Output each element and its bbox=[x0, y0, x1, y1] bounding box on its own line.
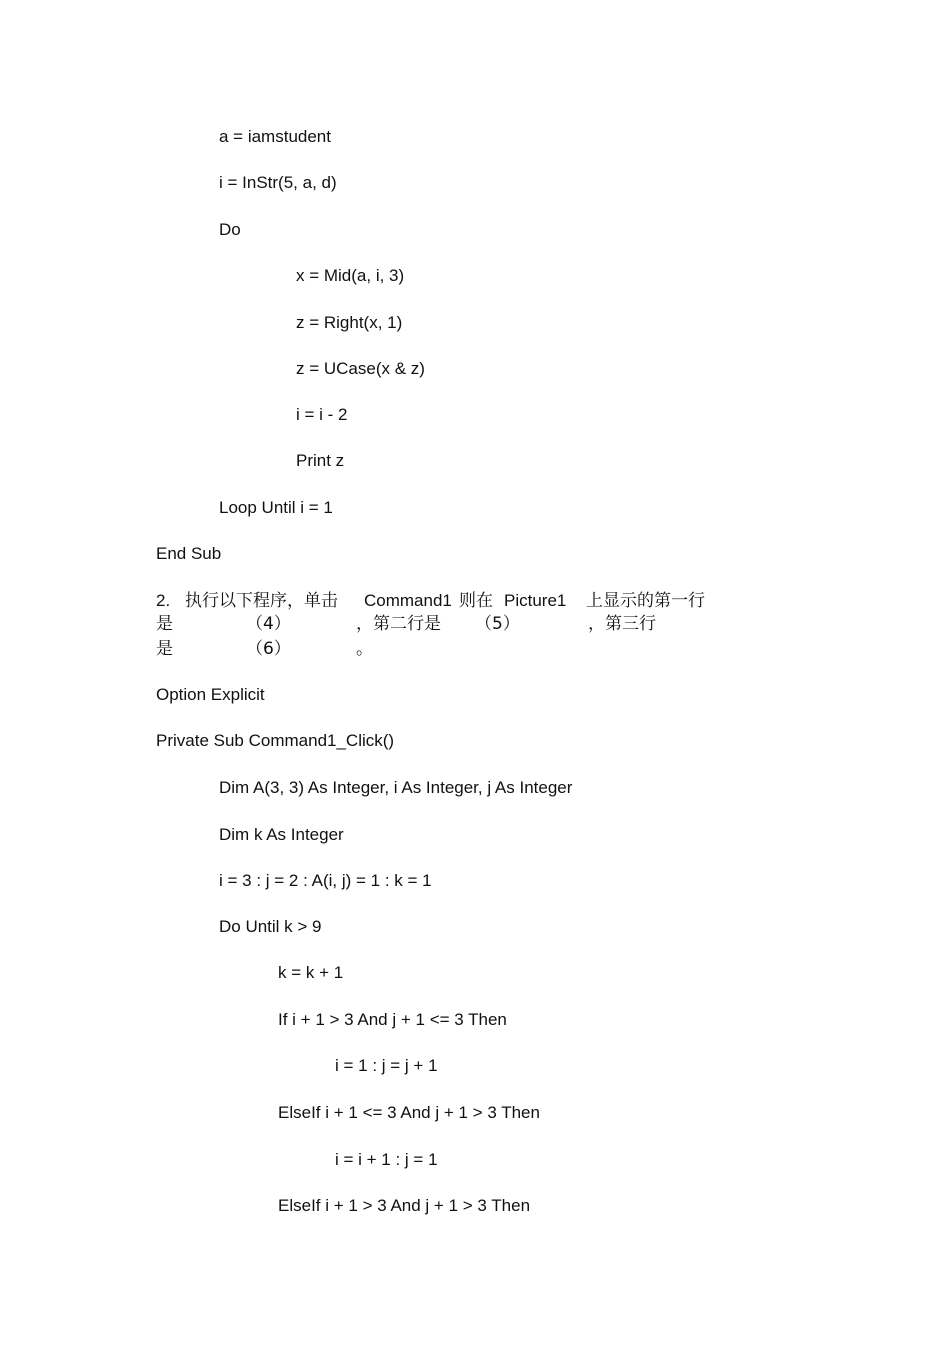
question-text: 是 bbox=[156, 639, 173, 659]
question-text: 则在 bbox=[459, 591, 493, 611]
code-line: z = Right(x, 1) bbox=[296, 313, 403, 332]
code-line: Private Sub Command1_Click() bbox=[156, 731, 395, 750]
question-text: ，第三行 bbox=[588, 614, 656, 634]
question-text: 。 bbox=[356, 639, 373, 659]
code-line: k = k + 1 bbox=[278, 963, 344, 982]
code-line: Option Explicit bbox=[156, 685, 265, 704]
question-text: 执行以下程序，单击 bbox=[185, 591, 338, 611]
code-line: i = i + 1 : j = 1 bbox=[335, 1150, 438, 1169]
code-line: z = UCase(x & z) bbox=[296, 359, 425, 378]
question-text: ，第二行是 bbox=[356, 614, 441, 634]
code-line: ElseIf i + 1 > 3 And j + 1 > 3 Then bbox=[278, 1196, 531, 1215]
answer-blank: （4） bbox=[246, 614, 291, 634]
code-line: i = 1 : j = j + 1 bbox=[335, 1056, 438, 1075]
code-line: Loop Until i = 1 bbox=[219, 498, 333, 517]
control-name: Picture1 bbox=[504, 591, 567, 610]
code-line: ElseIf i + 1 <= 3 And j + 1 > 3 Then bbox=[278, 1103, 540, 1122]
question-text: 上显示的第一行 bbox=[586, 591, 705, 611]
code-line: i = InStr(5, a, d) bbox=[219, 173, 337, 192]
question-text: 是 bbox=[156, 614, 173, 634]
code-line: i = i - 2 bbox=[296, 405, 348, 424]
control-name: Command1 bbox=[364, 591, 452, 610]
code-line: Dim k As Integer bbox=[219, 825, 344, 844]
code-line: If i + 1 > 3 And j + 1 <= 3 Then bbox=[278, 1010, 507, 1029]
answer-blank: （6） bbox=[246, 639, 291, 659]
code-line: Do Until k > 9 bbox=[219, 917, 322, 936]
question-number: 2. bbox=[156, 591, 171, 610]
answer-blank: （5） bbox=[475, 614, 520, 634]
code-line: i = 3 : j = 2 : A(i, j) = 1 : k = 1 bbox=[219, 871, 432, 890]
code-line: Do bbox=[219, 220, 241, 239]
code-line: x = Mid(a, i, 3) bbox=[296, 266, 405, 285]
code-line: Dim A(3, 3) As Integer, i As Integer, j As Integer bbox=[219, 778, 573, 797]
code-line: a = iamstudent bbox=[219, 127, 331, 146]
code-line: Print z bbox=[296, 451, 345, 470]
code-line: End Sub bbox=[156, 544, 222, 563]
